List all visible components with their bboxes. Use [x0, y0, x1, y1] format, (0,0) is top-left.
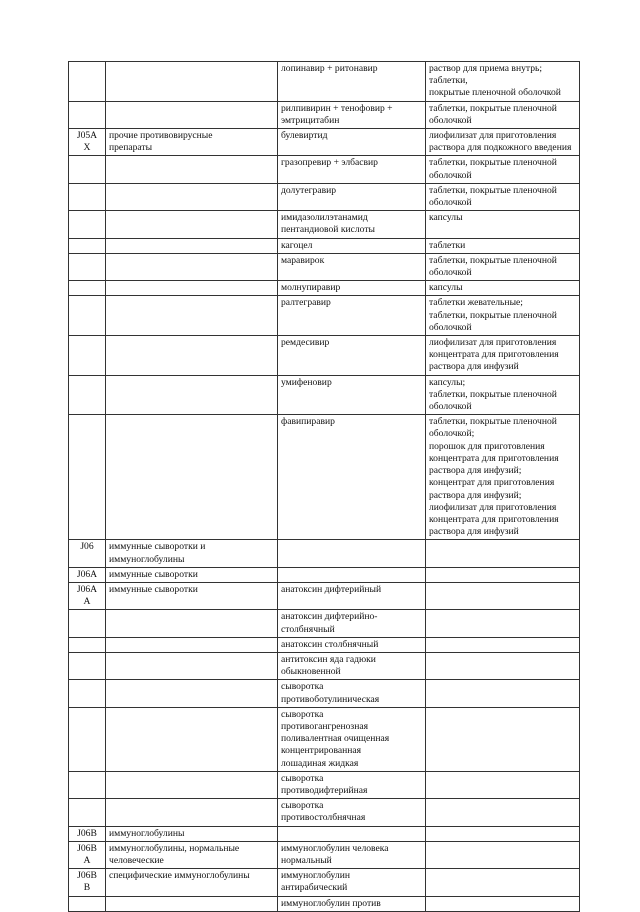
table-row — [69, 841, 580, 868]
atc-group-cell: иммунные сыворотки — [106, 567, 278, 582]
dosage-form-cell — [426, 799, 580, 826]
dosage-form-cell — [426, 841, 580, 868]
atc-group-cell — [106, 652, 278, 679]
drug-name-cell — [278, 567, 426, 582]
dosage-form-cell: капсулы — [426, 281, 580, 296]
atc-group-cell — [106, 336, 278, 376]
atc-group-cell — [106, 707, 278, 771]
atc-code-cell: J06A — [69, 567, 106, 582]
atc-code-cell — [69, 375, 106, 415]
atc-code-cell — [69, 610, 106, 637]
drug-name-cell: лопинавир + ритонавир — [278, 62, 426, 102]
atc-code-cell — [69, 183, 106, 210]
drug-name-cell: иммуноглобулин человека нормальный — [278, 841, 426, 868]
atc-group-cell — [106, 896, 278, 911]
dosage-form-cell — [426, 771, 580, 798]
atc-group-cell — [106, 281, 278, 296]
table-row — [69, 101, 580, 128]
table-row — [69, 637, 580, 652]
atc-group-cell — [106, 211, 278, 238]
atc-group-cell — [106, 610, 278, 637]
table-row — [69, 336, 580, 376]
atc-code-cell — [69, 896, 106, 911]
drug-name-cell: булевиртид — [278, 129, 426, 156]
atc-group-cell — [106, 415, 278, 540]
atc-group-cell: иммунные сыворотки — [106, 582, 278, 609]
dosage-form-cell: лиофилизат для приготовления раствора для подкожного введения — [426, 129, 580, 156]
atc-code-cell — [69, 680, 106, 707]
atc-code-cell — [69, 253, 106, 280]
drug-name-cell: ралтегравир — [278, 296, 426, 336]
atc-group-cell: иммуноглобулины, нормальные человеческие — [106, 841, 278, 868]
drug-name-cell: иммуноглобулин антирабический — [278, 869, 426, 896]
dosage-form-cell — [426, 567, 580, 582]
atc-group-cell — [106, 799, 278, 826]
table-row — [69, 540, 580, 567]
atc-code-cell — [69, 652, 106, 679]
table-row — [69, 238, 580, 253]
drug-list-table — [68, 61, 580, 912]
dosage-form-cell: таблетки — [426, 238, 580, 253]
atc-group-cell — [106, 771, 278, 798]
atc-code-cell: J05A X — [69, 129, 106, 156]
dosage-form-cell: раствор для приема внутрь; таблетки, покрытые пленочной оболочкой — [426, 62, 580, 102]
dosage-form-cell: таблетки, покрытые пленочной оболочкой; порошок для приготовления концентрата для приготовления раствора для инфузий; концентрат для приготовления раствора для инфузий; лиофилизат для приготовления концентрата для приготовления раствора для инфузий — [426, 415, 580, 540]
atc-group-cell — [106, 375, 278, 415]
atc-group-cell — [106, 101, 278, 128]
drug-name-cell: ремдесивир — [278, 336, 426, 376]
dosage-form-cell — [426, 637, 580, 652]
table-row — [69, 415, 580, 540]
drug-list-body — [69, 62, 580, 912]
drug-name-cell: анатоксин дифтерийно- столбнячный — [278, 610, 426, 637]
atc-code-cell — [69, 62, 106, 102]
table-row — [69, 582, 580, 609]
table-row — [69, 610, 580, 637]
dosage-form-cell — [426, 652, 580, 679]
dosage-form-cell: таблетки, покрытые пленочной оболочкой — [426, 156, 580, 183]
drug-name-cell: кагоцел — [278, 238, 426, 253]
atc-group-cell — [106, 156, 278, 183]
dosage-form-cell — [426, 582, 580, 609]
atc-code-cell — [69, 799, 106, 826]
dosage-form-cell: капсулы; таблетки, покрытые пленочной оболочкой — [426, 375, 580, 415]
drug-name-cell: фавипиравир — [278, 415, 426, 540]
dosage-form-cell: капсулы — [426, 211, 580, 238]
drug-name-cell: анатоксин столбнячный — [278, 637, 426, 652]
atc-code-cell: J06 — [69, 540, 106, 567]
dosage-form-cell — [426, 896, 580, 911]
table-row — [69, 62, 580, 102]
table-row — [69, 281, 580, 296]
atc-group-cell — [106, 680, 278, 707]
drug-name-cell: анатоксин дифтерийный — [278, 582, 426, 609]
drug-name-cell: рилпивирин + тенофовир + эмтрицитабин — [278, 101, 426, 128]
drug-name-cell: долутегравир — [278, 183, 426, 210]
drug-name-cell: сыворотка противостолбнячная — [278, 799, 426, 826]
dosage-form-cell — [426, 680, 580, 707]
dosage-form-cell: таблетки, покрытые пленочной оболочкой — [426, 253, 580, 280]
drug-name-cell: имидазолилэтанамид пентандиовой кислоты — [278, 211, 426, 238]
dosage-form-cell: таблетки, покрытые пленочной оболочкой — [426, 101, 580, 128]
atc-code-cell — [69, 415, 106, 540]
atc-group-cell — [106, 637, 278, 652]
table-row — [69, 183, 580, 210]
atc-code-cell: J06B — [69, 826, 106, 841]
atc-code-cell: J06A A — [69, 582, 106, 609]
dosage-form-cell — [426, 869, 580, 896]
dosage-form-cell — [426, 540, 580, 567]
atc-code-cell — [69, 156, 106, 183]
atc-code-cell — [69, 211, 106, 238]
table-row — [69, 680, 580, 707]
atc-group-cell: специфические иммуноглобулины — [106, 869, 278, 896]
drug-name-cell: умифеновир — [278, 375, 426, 415]
table-row — [69, 896, 580, 911]
dosage-form-cell — [426, 707, 580, 771]
dosage-form-cell: таблетки, покрытые пленочной оболочкой — [426, 183, 580, 210]
table-row — [69, 707, 580, 771]
table-row — [69, 253, 580, 280]
drug-name-cell: маравирок — [278, 253, 426, 280]
dosage-form-cell: таблетки жевательные; таблетки, покрытые пленочной оболочкой — [426, 296, 580, 336]
table-row — [69, 567, 580, 582]
table-row — [69, 799, 580, 826]
atc-code-cell — [69, 637, 106, 652]
drug-name-cell: иммуноглобулин против — [278, 896, 426, 911]
table-row — [69, 652, 580, 679]
table-row — [69, 296, 580, 336]
drug-name-cell — [278, 826, 426, 841]
drug-name-cell: сыворотка противоботулиническая — [278, 680, 426, 707]
dosage-form-cell: лиофилизат для приготовления концентрата для приготовления раствора для инфузий — [426, 336, 580, 376]
atc-group-cell — [106, 238, 278, 253]
atc-code-cell — [69, 771, 106, 798]
atc-group-cell: иммунные сыворотки и иммуноглобулины — [106, 540, 278, 567]
atc-group-cell — [106, 296, 278, 336]
table-row — [69, 771, 580, 798]
atc-code-cell: J06B B — [69, 869, 106, 896]
atc-group-cell: прочие противовирусные препараты — [106, 129, 278, 156]
table-row — [69, 869, 580, 896]
atc-code-cell — [69, 281, 106, 296]
atc-group-cell — [106, 62, 278, 102]
drug-name-cell: сыворотка противогангренозная поливалентная очищенная концентрированная лошадиная жидкая — [278, 707, 426, 771]
atc-group-cell — [106, 183, 278, 210]
drug-name-cell: сыворотка противодифтерийная — [278, 771, 426, 798]
table-row — [69, 156, 580, 183]
atc-code-cell — [69, 296, 106, 336]
atc-code-cell — [69, 238, 106, 253]
atc-code-cell — [69, 707, 106, 771]
drug-name-cell — [278, 540, 426, 567]
table-row — [69, 375, 580, 415]
atc-group-cell — [106, 253, 278, 280]
dosage-form-cell — [426, 610, 580, 637]
table-row — [69, 211, 580, 238]
drug-name-cell: молнупиравир — [278, 281, 426, 296]
drug-name-cell: антитоксин яда гадюки обыкновенной — [278, 652, 426, 679]
atc-group-cell: иммуноглобулины — [106, 826, 278, 841]
table-row — [69, 129, 580, 156]
drug-name-cell: гразопревир + элбасвир — [278, 156, 426, 183]
dosage-form-cell — [426, 826, 580, 841]
atc-code-cell — [69, 336, 106, 376]
atc-code-cell — [69, 101, 106, 128]
atc-code-cell: J06B A — [69, 841, 106, 868]
table-row — [69, 826, 580, 841]
